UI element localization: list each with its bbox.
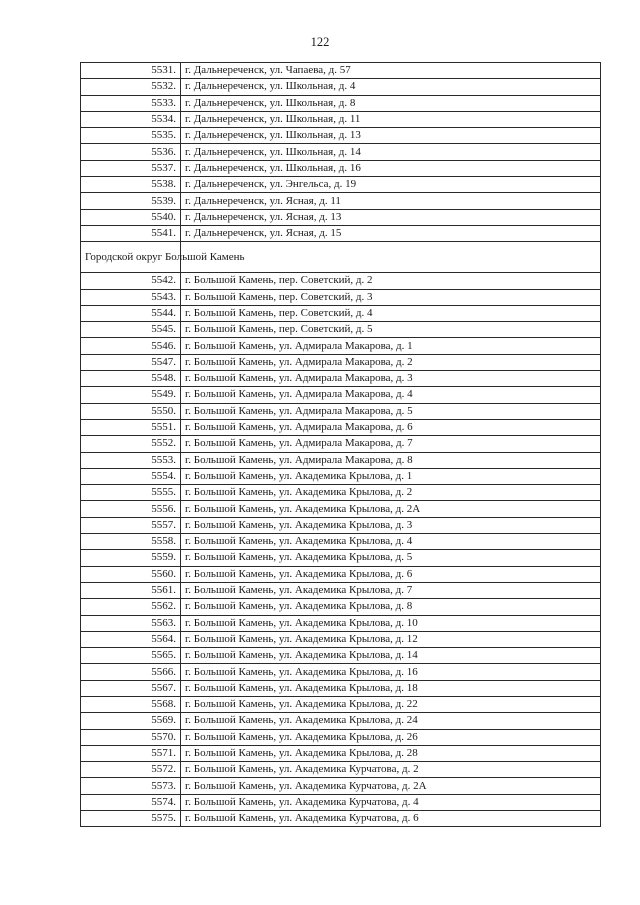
address-cell: г. Большой Камень, ул. Адмирала Макарова, д. 8	[181, 452, 601, 468]
row-number-cell: 5571.	[81, 745, 181, 761]
table-row	[81, 63, 601, 79]
row-number-cell: 5535.	[81, 128, 181, 144]
address-cell: г. Большой Камень, ул. Адмирала Макарова, д. 6	[181, 419, 601, 435]
table-row	[81, 582, 601, 598]
table-row	[81, 354, 601, 370]
table-row	[81, 371, 601, 387]
address-cell: г. Большой Камень, ул. Академика Курчатова, д. 4	[181, 794, 601, 810]
table-row	[81, 811, 601, 827]
address-cell: г. Дальнереченск, ул. Школьная, д. 11	[181, 111, 601, 127]
row-number-cell: 5555.	[81, 485, 181, 501]
row-number-cell: 5565.	[81, 648, 181, 664]
table-row	[81, 713, 601, 729]
row-number-cell: 5534.	[81, 111, 181, 127]
row-number-cell: 5570.	[81, 729, 181, 745]
address-cell: г. Большой Камень, ул. Академика Крылова, д. 2	[181, 485, 601, 501]
address-cell: г. Большой Камень, ул. Адмирала Макарова, д. 2	[181, 354, 601, 370]
row-number-cell: 5547.	[81, 354, 181, 370]
address-cell: г. Большой Камень, ул. Академика Курчатова, д. 2	[181, 762, 601, 778]
table-row	[81, 338, 601, 354]
address-cell: г. Дальнереченск, ул. Ясная, д. 15	[181, 225, 601, 241]
row-number-cell: 5564.	[81, 631, 181, 647]
row-number-cell: 5537.	[81, 160, 181, 176]
row-number-cell: 5556.	[81, 501, 181, 517]
address-cell: г. Большой Камень, ул. Академика Крылова, д. 4	[181, 534, 601, 550]
address-cell: г. Большой Камень, ул. Адмирала Макарова, д. 1	[181, 338, 601, 354]
table-row	[81, 778, 601, 794]
table-row	[81, 177, 601, 193]
table-row	[81, 696, 601, 712]
table-row	[81, 631, 601, 647]
table-row	[81, 160, 601, 176]
table-row	[81, 111, 601, 127]
address-cell: г. Большой Камень, ул. Академика Крылова, д. 8	[181, 599, 601, 615]
row-number-cell: 5566.	[81, 664, 181, 680]
address-cell: г. Большой Камень, ул. Академика Крылова, д. 14	[181, 648, 601, 664]
address-cell: г. Дальнереченск, ул. Ясная, д. 11	[181, 193, 601, 209]
row-number-cell: 5542.	[81, 273, 181, 289]
table-row	[81, 485, 601, 501]
address-cell: г. Большой Камень, ул. Адмирала Макарова, д. 7	[181, 436, 601, 452]
group-name-cell: Городской округ Большой Камень	[81, 242, 181, 273]
table-row	[81, 273, 601, 289]
row-number-cell: 5559.	[81, 550, 181, 566]
row-number-cell: 5548.	[81, 371, 181, 387]
table-row	[81, 664, 601, 680]
row-number-cell: 5545.	[81, 322, 181, 338]
row-number-cell: 5569.	[81, 713, 181, 729]
address-cell: г. Большой Камень, ул. Академика Курчатова, д. 6	[181, 811, 601, 827]
table-row	[81, 305, 601, 321]
address-cell: г. Большой Камень, ул. Академика Крылова, д. 18	[181, 680, 601, 696]
table-row	[81, 128, 601, 144]
row-number-cell: 5575.	[81, 811, 181, 827]
row-number-cell: 5539.	[81, 193, 181, 209]
table-row	[81, 648, 601, 664]
row-number-cell: 5572.	[81, 762, 181, 778]
row-number-cell: 5531.	[81, 63, 181, 79]
table-row	[81, 566, 601, 582]
address-cell: г. Дальнереченск, ул. Ясная, д. 13	[181, 209, 601, 225]
row-number-cell: 5562.	[81, 599, 181, 615]
address-cell: г. Большой Камень, ул. Академика Крылова, д. 6	[181, 566, 601, 582]
group-header-row	[81, 242, 601, 273]
table-row	[81, 419, 601, 435]
address-cell: г. Дальнереченск, ул. Энгельса, д. 19	[181, 177, 601, 193]
table-row	[81, 225, 601, 241]
address-cell: г. Большой Камень, ул. Академика Крылова, д. 16	[181, 664, 601, 680]
address-cell: г. Большой Камень, ул. Академика Крылова, д. 28	[181, 745, 601, 761]
row-number-cell: 5532.	[81, 79, 181, 95]
address-cell: г. Большой Камень, пер. Советский, д. 3	[181, 289, 601, 305]
address-cell: г. Большой Камень, ул. Адмирала Макарова, д. 5	[181, 403, 601, 419]
address-cell: г. Большой Камень, ул. Академика Крылова, д. 24	[181, 713, 601, 729]
table-row	[81, 193, 601, 209]
address-cell: г. Дальнереченск, ул. Школьная, д. 4	[181, 79, 601, 95]
row-number-cell: 5567.	[81, 680, 181, 696]
table-row	[81, 289, 601, 305]
address-cell: г. Дальнереченск, ул. Школьная, д. 14	[181, 144, 601, 160]
address-cell: г. Большой Камень, пер. Советский, д. 2	[181, 273, 601, 289]
address-cell: г. Большой Камень, ул. Академика Курчатова, д. 2А	[181, 778, 601, 794]
address-cell: г. Большой Камень, ул. Адмирала Макарова, д. 3	[181, 371, 601, 387]
address-cell: г. Большой Камень, ул. Академика Крылова, д. 12	[181, 631, 601, 647]
address-cell: г. Дальнереченск, ул. Чапаева, д. 57	[181, 63, 601, 79]
row-number-cell: 5533.	[81, 95, 181, 111]
row-number-cell: 5558.	[81, 534, 181, 550]
address-cell: г. Большой Камень, ул. Академика Крылова, д. 22	[181, 696, 601, 712]
table-row	[81, 452, 601, 468]
table-row	[81, 468, 601, 484]
table-row	[81, 387, 601, 403]
table-row	[81, 534, 601, 550]
address-cell: г. Дальнереченск, ул. Школьная, д. 8	[181, 95, 601, 111]
row-number-cell: 5540.	[81, 209, 181, 225]
row-number-cell: 5546.	[81, 338, 181, 354]
address-cell: г. Большой Камень, ул. Академика Крылова, д. 10	[181, 615, 601, 631]
table-row	[81, 209, 601, 225]
row-number-cell: 5549.	[81, 387, 181, 403]
row-number-cell: 5541.	[81, 225, 181, 241]
table-row	[81, 599, 601, 615]
row-number-cell: 5538.	[81, 177, 181, 193]
table-row	[81, 615, 601, 631]
row-number-cell: 5544.	[81, 305, 181, 321]
row-number-cell: 5560.	[81, 566, 181, 582]
table-row	[81, 322, 601, 338]
table-row	[81, 794, 601, 810]
address-cell: г. Дальнереченск, ул. Школьная, д. 16	[181, 160, 601, 176]
address-cell: г. Дальнереченск, ул. Школьная, д. 13	[181, 128, 601, 144]
row-number-cell: 5543.	[81, 289, 181, 305]
table-row	[81, 762, 601, 778]
row-number-cell: 5574.	[81, 794, 181, 810]
address-cell: г. Большой Камень, ул. Академика Крылова, д. 3	[181, 517, 601, 533]
address-cell: г. Большой Камень, пер. Советский, д. 5	[181, 322, 601, 338]
address-cell: г. Большой Камень, ул. Академика Крылова, д. 1	[181, 468, 601, 484]
table-row	[81, 95, 601, 111]
table-row	[81, 501, 601, 517]
row-number-cell: 5568.	[81, 696, 181, 712]
row-number-cell: 5536.	[81, 144, 181, 160]
address-cell: г. Большой Камень, ул. Академика Крылова, д. 7	[181, 582, 601, 598]
row-number-cell: 5554.	[81, 468, 181, 484]
row-number-cell: 5553.	[81, 452, 181, 468]
address-cell: г. Большой Камень, ул. Адмирала Макарова, д. 4	[181, 387, 601, 403]
table-row	[81, 680, 601, 696]
address-cell: г. Большой Камень, ул. Академика Крылова, д. 26	[181, 729, 601, 745]
row-number-cell: 5573.	[81, 778, 181, 794]
table-row	[81, 403, 601, 419]
address-cell: г. Большой Камень, ул. Академика Крылова, д. 5	[181, 550, 601, 566]
row-number-cell: 5551.	[81, 419, 181, 435]
row-number-cell: 5561.	[81, 582, 181, 598]
table-row	[81, 550, 601, 566]
table-row	[81, 517, 601, 533]
address-table	[80, 62, 601, 827]
address-cell: г. Большой Камень, ул. Академика Крылова, д. 2А	[181, 501, 601, 517]
page-number: 122	[310, 35, 330, 49]
table-row	[81, 144, 601, 160]
row-number-cell: 5557.	[81, 517, 181, 533]
table-row	[81, 729, 601, 745]
row-number-cell: 5550.	[81, 403, 181, 419]
table-row	[81, 745, 601, 761]
row-number-cell: 5552.	[81, 436, 181, 452]
row-number-cell: 5563.	[81, 615, 181, 631]
address-cell: г. Большой Камень, пер. Советский, д. 4	[181, 305, 601, 321]
address-table-body	[81, 63, 601, 827]
table-row	[81, 79, 601, 95]
table-row	[81, 436, 601, 452]
